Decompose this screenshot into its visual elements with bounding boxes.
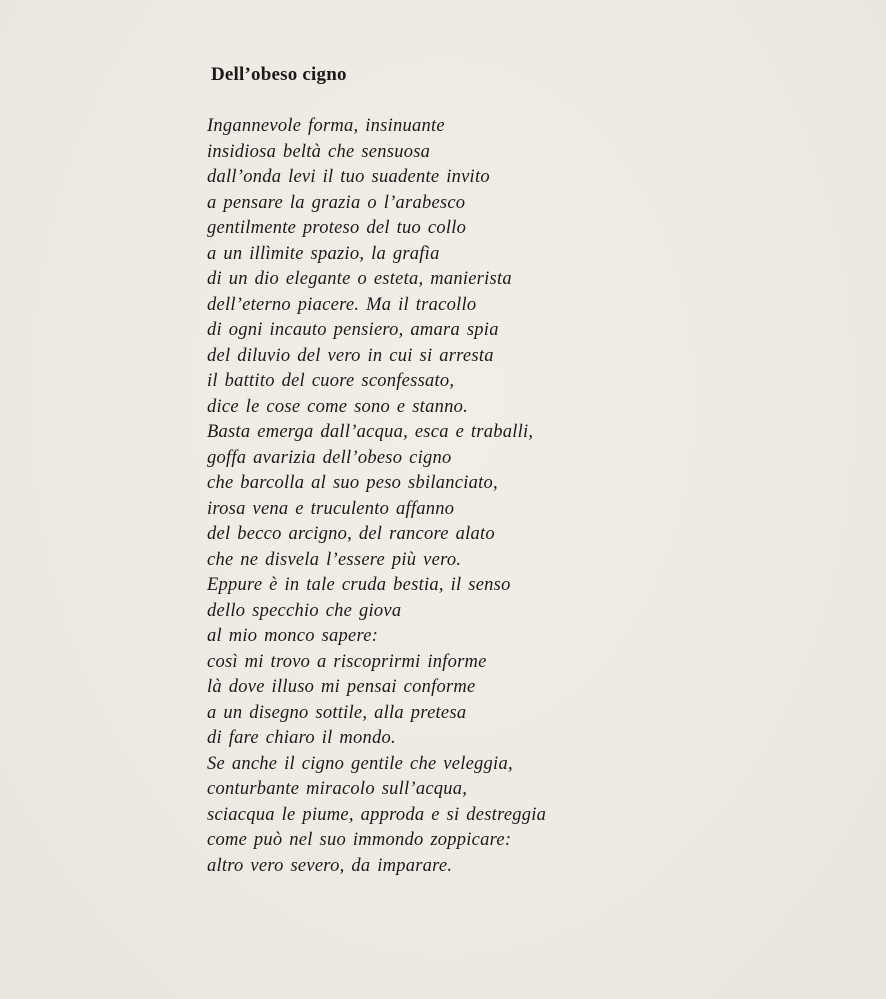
poem-line: dice le cose come sono e stanno.	[207, 396, 468, 417]
poem-line: a un illìmite spazio, la grafìa	[207, 243, 440, 264]
poem-line: del diluvio del vero in cui si arresta	[207, 345, 494, 366]
poem-line: così mi trovo a riscoprirmi informe	[207, 651, 487, 672]
poem-line: come può nel suo immondo zoppicare:	[207, 830, 512, 850]
poem-line: là dove illuso mi pensai conforme	[207, 677, 476, 697]
poem-line: conturbante miracolo sull’acqua,	[207, 779, 468, 799]
poem-line: del becco arcigno, del rancore alato	[207, 524, 495, 544]
poem-line: di fare chiaro il mondo.	[207, 728, 396, 748]
poem-line: che barcolla al suo peso sbilanciato,	[207, 473, 498, 493]
poem-line: Se anche il cigno gentile che veleggia,	[207, 753, 513, 774]
poem-line: Eppure è in tale cruda bestia, il senso	[207, 575, 511, 595]
poem-line: altro vero severo, da imparare.	[207, 855, 453, 876]
poem-line: a un disegno sottile, alla pretesa	[207, 702, 467, 723]
poem-line: Ingannevole forma, insinuante	[207, 116, 445, 136]
poem-line: Basta emerga dall’acqua, esca e traballi,	[207, 422, 534, 442]
poem-line: dell’eterno piacere. Ma il tracollo	[207, 294, 477, 315]
poem-line: irosa vena e truculento affanno	[207, 498, 455, 519]
poem-title: Dell’obeso cigno	[211, 64, 347, 85]
poem-line: dall’onda levi il tuo suadente invito	[207, 167, 490, 187]
poem-line: di un dio elegante o esteta, manierista	[207, 269, 512, 289]
poem-line: al mio monco sapere:	[207, 626, 379, 646]
poem-line: di ogni incauto pensiero, amara spia	[207, 320, 499, 340]
poem-line: il battito del cuore sconfessato,	[207, 371, 455, 391]
poem-line: che ne disvela l’essere più vero.	[207, 549, 462, 570]
poem-body	[207, 114, 546, 879]
poem-line: goffa avarizia dell’obeso cigno	[207, 447, 452, 468]
poem-line: sciacqua le piume, approda e si destreggia	[207, 804, 547, 825]
poem-line: gentilmente proteso del tuo collo	[207, 218, 467, 238]
poem-line: a pensare la grazia o l’arabesco	[207, 192, 466, 213]
poem-line: dello specchio che giova	[207, 600, 402, 621]
poem-line: insidiosa beltà che sensuosa	[207, 141, 431, 162]
